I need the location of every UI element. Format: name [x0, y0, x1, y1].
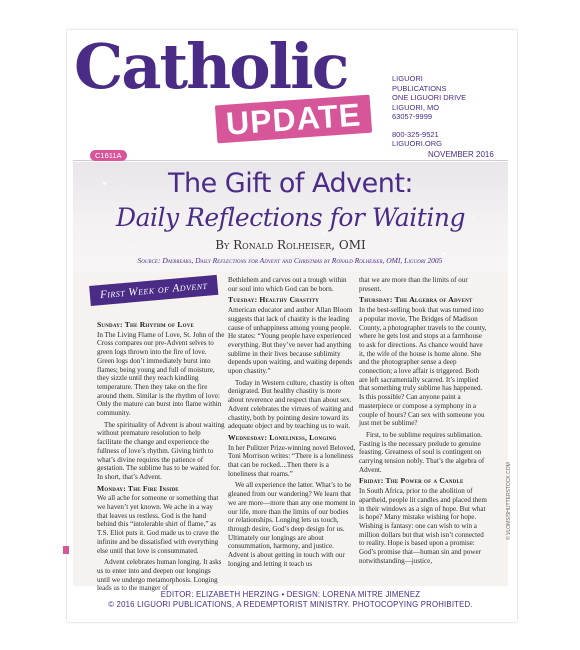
website: LIGUORI.ORG: [392, 139, 443, 148]
section-heading-sunday: Sunday: The Rhythm of Love: [97, 320, 195, 329]
publisher-line: LIGUORI: [392, 74, 423, 83]
section-heading-friday: Friday: The Power of a Candle: [359, 476, 464, 486]
paragraph: American educator and author Allan Bloom suggests that lack of chastity is the leading cause of unhappiness among young people. He states: “Young people have experienced everything. But they’ve never had anything sublime in their lives because sublimity depends upon waiting, and waiting depends upon chastity.”: [228, 306, 353, 376]
publisher-info: [392, 74, 512, 149]
column-1: [97, 318, 225, 596]
publisher-line: 63057-9999: [392, 112, 433, 121]
section-heading-wednesday: Wednesday: Loneliness, Longing: [228, 432, 337, 442]
publisher-line: ONE LIGUORI DRIVE: [392, 93, 467, 102]
week-banner: First Week of Advent: [89, 275, 218, 306]
paragraph: In South Africa, prior to the abolition of apartheid, people lit candles and placed them in their windows as a sign of hope. But what is hope? Many mistake wishing for hope. Wishing is fantasy: one can wish to win a million dollars but that wish isn’t connected to reality. Hope is based upon a promise: God’s promise that—human sin and power notwithstanding—justice,: [359, 487, 487, 565]
masthead-rule: [73, 160, 508, 161]
paragraph: Bethlehem and carves out a trough within our soul into which God can be born.: [228, 276, 347, 293]
issue-code-badge: C1611A: [90, 150, 127, 161]
paragraph: We all experience the latter. What’s to be gleaned from our wandering? We learn that we are more—more than any one moment in our life, more than the limits of our bodies or relationships. Longing lets us touch, through desire, God’s deep design for us. Ultimately our longings are about consummation, harmony, and justice. Advent is about getting in touch with our longing and letting it teach us: [228, 481, 356, 568]
phone-number: 800-325-9521: [392, 129, 439, 139]
column-2: [228, 276, 356, 572]
brand-tag: UPDATE: [215, 95, 372, 144]
article-subtitle: Daily Reflections for Waiting: [116, 203, 465, 232]
article-byline: By Ronald Rolheiser, OMI: [215, 238, 366, 252]
publisher-line: LIGUORI, MO: [392, 102, 440, 112]
footer-credits: [73, 590, 508, 610]
paragraph: In The Living Flame of Love, St. John of the Cross compares our pre-Advent selves to green logs thrown into the fire of love. Green logs don’t immediately burst into flames; being young and full of moisture, they sizzle until they reach kindling temperature. Then they take on the fire around them. Similar is the rhythm of love: Only the mature can burst into flame within community.: [97, 330, 225, 418]
publisher-line: PUBLICATIONS: [392, 83, 447, 93]
paragraph: Today in Western culture, chastity is often denigrated. But healthy chastity is more about reverence and respect than about sex. Advent celebrates the virtues of waiting and chastity, both by pointing desire toward its adequate object and by teaching us to wait.: [228, 378, 355, 431]
paragraph: Advent celebrates human longing. It asks us to enter into and deepen our longings until we undergo metamorphosis. Longing leads us to the manger of: [97, 558, 222, 593]
section-heading-thursday: Thursday: The Algebra of Advent: [359, 295, 473, 305]
page-marker: [63, 546, 69, 554]
section-heading-monday: Monday: The Fire Inside: [97, 483, 179, 493]
paragraph: First, to be sublime requires sublimation. Fasting is the necessary prelude to genuine feasting. Greatness of soul is contingent on carrying tension nobly. That’s the algebra of Advent.: [359, 430, 485, 474]
image-credit: © VLOMS/SHUTTERSTOCK.COM: [506, 462, 512, 540]
paragraph: In the best-selling book that was turned into a popular movie, The Bridges of Madison County, a photographer travels to the county, where he gets lost and stops at a farmhouse to ask for directions. As chance would have it, the wife of the house is home alone. She and the photographer sense a deep connection; a love affair is triggered. Both are left sacramentally scarred. It’s implied that something truly sublime has happened. Is this possible? Can anyone paint a masterpiece or compose a symphony in a couple of hours? Can sex with someone you just met be sublime?: [359, 306, 487, 428]
copyright: © 2016 LIGUORI PUBLICATIONS, A REDEMPTORIST MINISTRY. PHOTOCOPYING PROHIBITED.: [108, 600, 473, 609]
section-heading-tuesday: Tuesday: Healthy Chastity: [228, 295, 320, 305]
article-source: Source: Daybreaks, Daily Reflections for Advent and Christmas by Ronald Rolheiser, OMI, Liguori 2005: [137, 256, 443, 265]
paragraph: that we are more than the limits of our present.: [359, 276, 468, 293]
column-3: [359, 276, 487, 569]
article-title: The Gift of Advent:: [167, 168, 414, 199]
editor-credit: EDITOR: ELIZABETH HERZING • DESIGN: LORENA MITRE JIMENEZ: [160, 590, 421, 599]
masthead-logo: [74, 32, 374, 147]
paragraph: The spirituality of Advent is about waiting without premature resolution to help facilitate the change and experience the fullness of love’s rhythm. Giving birth to what’s divine requires the patience of gestation. The sublime has to be waited for. In short, that’s Advent.: [97, 420, 225, 481]
paragraph: In her Pulitzer Prize-winning novel Beloved, Toni Morrison writes: “There is a loneliness that can be rocked....Then there is a loneliness that roams.”: [228, 443, 356, 478]
issue-date: NOVEMBER 2016: [428, 150, 494, 159]
paragraph: We all ache for someone or something that we haven’t yet known. We ache in a way that leaves us restless. God is the hand behind this “intolerable shirt of flame,” as T.S. Eliot puts it. God made us to crave the infinite and be dissatisfied with everything else until that love is consummated.: [97, 494, 220, 555]
brand-word: Catholic: [74, 30, 348, 103]
